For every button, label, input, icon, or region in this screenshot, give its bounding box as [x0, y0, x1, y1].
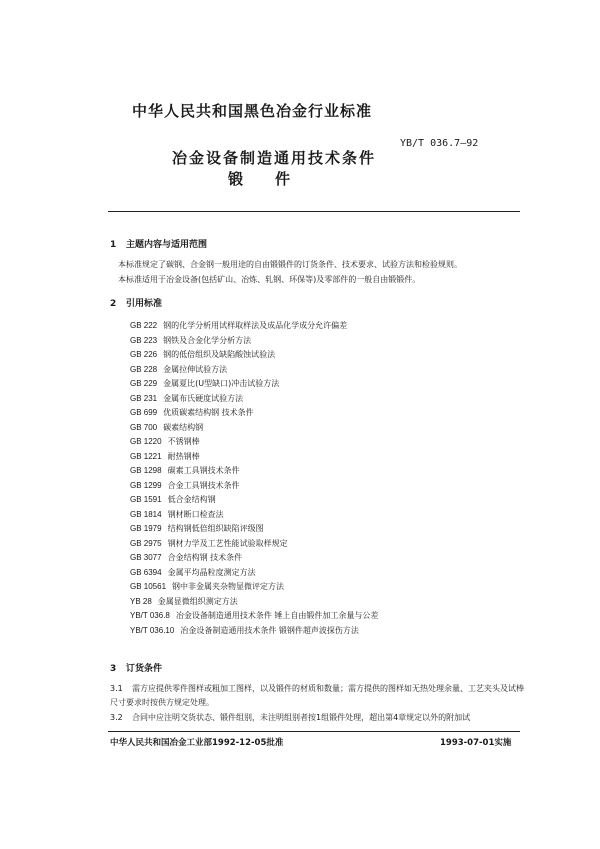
normative-references-list — [130, 319, 530, 638]
reference-code: GB 231 — [130, 393, 158, 403]
reference-item — [130, 537, 530, 552]
reference-item — [130, 551, 530, 566]
reference-item — [130, 421, 530, 436]
reference-code: GB 1298 — [130, 466, 162, 475]
paragraph: 本标准适用于冶金设备(包括矿山、冶炼、轧钢、环保等)及零部件的一般自由锻锻件。 — [118, 275, 421, 284]
reference-title: 钢材断口检查法 — [167, 509, 224, 519]
reference-code: YB/T 036.10 — [130, 625, 175, 635]
reference-title: 金属显微组织测定方法 — [157, 596, 238, 606]
reference-title: 钢中非金属夹杂物显微评定方法 — [172, 582, 285, 591]
reference-title: 金属夏比(U型缺口)冲击试验方法 — [163, 379, 280, 388]
reference-code: GB 229 — [130, 379, 158, 388]
reference-code: GB 6394 — [130, 567, 162, 577]
reference-code: GB 10561 — [130, 582, 167, 591]
reference-item — [130, 334, 530, 349]
reference-title: 钢的化学分析用试样取样法及成品化学成分允许偏差 — [163, 321, 348, 330]
section-number: 2 — [110, 299, 117, 309]
issuing-body-title: 中华人民共和国黑色冶金行业标准 — [132, 102, 373, 120]
reference-title: 金属平均晶粒度测定方法 — [167, 567, 256, 577]
clause-number: 3.1 — [110, 684, 123, 693]
clause-text: 合同中应注明交货状态、锻件组别，未注明组别者按1组锻件处理，超出第4章规定以外的附加试 — [132, 713, 471, 722]
reference-item — [130, 363, 530, 378]
reference-title: 钢材力学及工艺性能试验取样规定 — [167, 538, 288, 548]
footer-divider — [108, 731, 520, 732]
reference-code: GB 699 — [130, 408, 158, 417]
reference-title: 冶金设备制造通用技术条件 锤上自由锻件加工余量与公差 — [175, 611, 379, 620]
clause-text: 需方应提供零件图样或粗加工图样，以及锻件的材质和数量；需方提供的图样如无热处理余量、工艺夹头及试棒尺寸要求时按供方规定处理。 — [110, 684, 524, 707]
reference-title: 钢铁及合金化学分析方法 — [163, 335, 252, 345]
reference-code: GB 1221 — [130, 451, 162, 461]
reference-item — [130, 319, 530, 334]
header-divider — [108, 211, 520, 212]
reference-title: 合金结构钢 技术条件 — [167, 553, 243, 562]
reference-item — [130, 392, 530, 407]
reference-item — [130, 624, 530, 639]
reference-title: 低合金结构钢 — [167, 495, 216, 504]
reference-code: GB 226 — [130, 350, 158, 359]
reference-title: 耐热钢棒 — [167, 451, 200, 461]
reference-item — [130, 348, 530, 363]
reference-code: YB 28 — [130, 596, 152, 606]
document-subtitle: 锻件 — [228, 170, 323, 188]
reference-code: GB 1220 — [130, 437, 162, 446]
reference-code: GB 222 — [130, 321, 158, 330]
reference-code: GB 1814 — [130, 509, 162, 519]
standard-code: YB/T 036.7—92 — [400, 138, 479, 149]
reference-code: GB 1299 — [130, 480, 162, 490]
implementation-date: 1993-07-01实施 — [440, 738, 512, 748]
reference-title: 不锈钢棒 — [167, 437, 200, 446]
reference-item — [130, 435, 530, 450]
reference-title: 碳素结构钢 — [163, 422, 204, 432]
section-title: 订货条件 — [126, 664, 163, 674]
reference-item — [130, 566, 530, 581]
section-heading-3 — [110, 661, 162, 674]
reference-item — [130, 508, 530, 523]
reference-title: 金属布氏硬度试验方法 — [163, 393, 244, 403]
reference-title: 优质碳素结构钢 技术条件 — [163, 408, 254, 417]
reference-item — [130, 450, 530, 465]
reference-code: GB 700 — [130, 422, 158, 432]
reference-title: 金属拉伸试验方法 — [163, 364, 228, 374]
reference-code: GB 228 — [130, 364, 158, 374]
section-number: 3 — [110, 664, 117, 674]
section-heading-1 — [110, 237, 207, 250]
reference-title: 合金工具钢技术条件 — [167, 480, 240, 490]
reference-code: GB 223 — [130, 335, 158, 345]
reference-title: 结构钢低倍组织缺陷评级图 — [167, 524, 264, 533]
section-title: 主题内容与适用范围 — [126, 240, 208, 250]
clause — [110, 682, 525, 710]
clause — [110, 711, 525, 725]
reference-code: GB 3077 — [130, 553, 162, 562]
paragraph: 本标准规定了碳钢、合金钢一般用途的自由锻锻件的订货条件、技术要求、试验方法和检验规则。 — [118, 260, 462, 269]
reference-code: YB/T 036.8 — [130, 611, 170, 620]
reference-code: GB 1591 — [130, 495, 162, 504]
reference-title: 碳素工具钢技术条件 — [167, 466, 240, 475]
clause-number: 3.2 — [110, 713, 123, 722]
reference-item — [130, 493, 530, 508]
approval-line: 中华人民共和国冶金工业部1992-12-05批准 — [110, 738, 284, 748]
section-heading-2 — [110, 296, 162, 309]
reference-item — [130, 406, 530, 421]
reference-item — [130, 377, 530, 392]
reference-item — [130, 479, 530, 494]
reference-item — [130, 464, 530, 479]
reference-item — [130, 522, 530, 537]
document-title: 冶金设备制造通用技术条件 — [172, 149, 377, 167]
reference-title: 冶金设备制造通用技术条件 锻钢件超声波探伤方法 — [180, 625, 359, 635]
section-number: 1 — [110, 240, 117, 250]
reference-title: 钢的低倍组织及缺陷酸蚀试验法 — [163, 350, 276, 359]
reference-code: GB 2975 — [130, 538, 162, 548]
reference-item — [130, 595, 530, 610]
reference-code: GB 1979 — [130, 524, 162, 533]
reference-item — [130, 580, 530, 595]
section-title: 引用标准 — [126, 299, 163, 309]
reference-item — [130, 609, 530, 624]
